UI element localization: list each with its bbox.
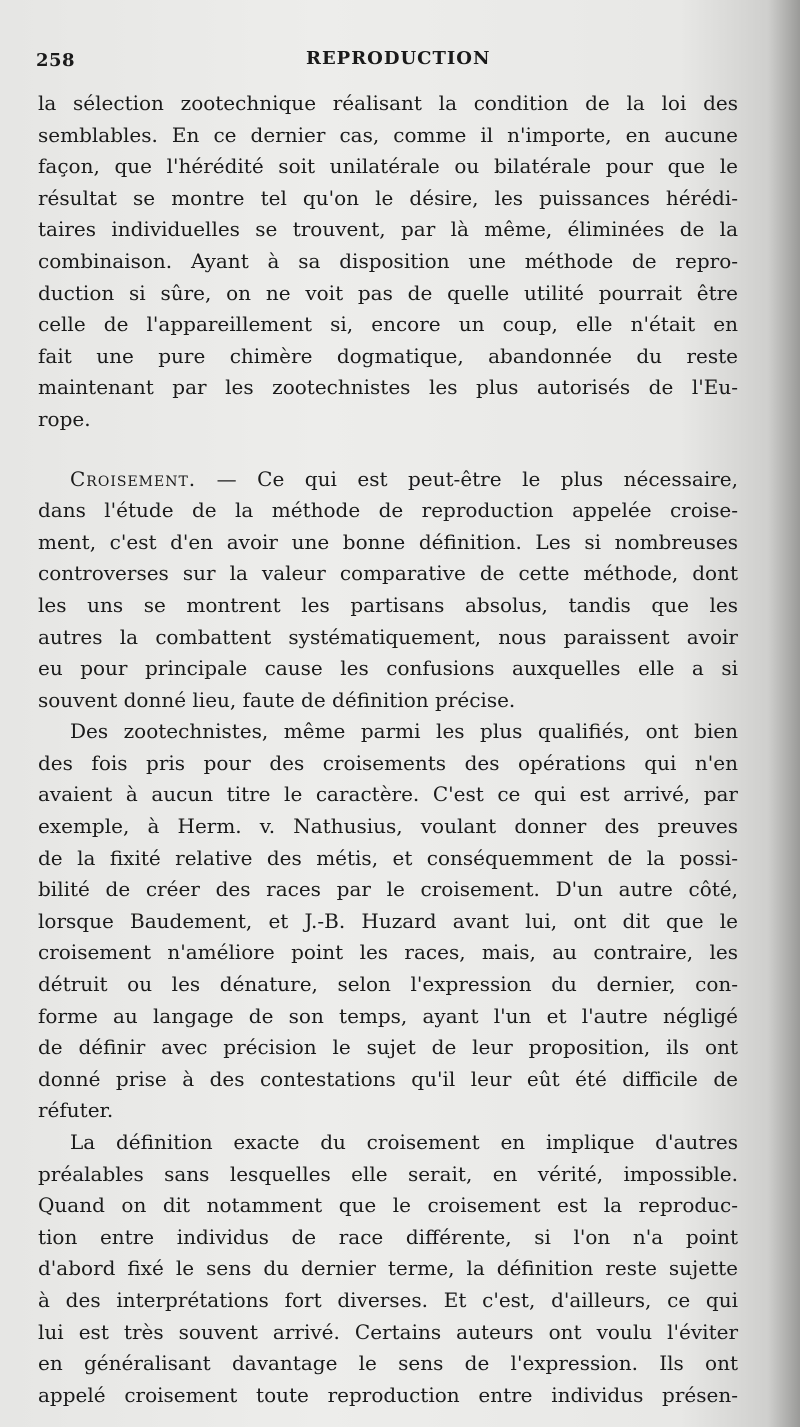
- text-line: combinaison. Ayant à sa disposition une méthode de repro-: [38, 248, 738, 273]
- text-line: lui est très souvent arrivé. Certains auteurs ont voulu l'éviter: [38, 1319, 738, 1344]
- text-line: celle de l'appareillement si, encore un coup, elle n'était en: [38, 312, 738, 337]
- section-gap: [38, 436, 738, 464]
- text-line: Quand on dit notamment que le croisement est la reproduc-: [38, 1193, 738, 1218]
- text-line: à des interprétations fort diverses. Et c'est, d'ailleurs, ce qui: [38, 1287, 738, 1312]
- text-line: réfuter.: [38, 1098, 114, 1123]
- text-line: en généralisant davantage le sens de l'expression. Ils ont: [38, 1351, 738, 1376]
- text-line: avaient à aucun titre le caractère. C'est ce qui est arrivé, par: [38, 782, 738, 807]
- text-line: controverses sur la valeur comparative de cette méthode, dont: [38, 561, 738, 586]
- text-line: donné prise à des contestations qu'il leur eût été difficile de: [38, 1066, 738, 1091]
- page-number: 258: [36, 50, 76, 71]
- paragraph-3: [38, 716, 738, 1127]
- text-line: détruit ou les dénature, selon l'expression du dernier, con-: [38, 972, 738, 997]
- paragraph-4: [38, 1127, 738, 1411]
- paragraph-2: [38, 464, 738, 717]
- text-line: de la fixité relative des métis, et conséquemment de la possi-: [38, 845, 738, 870]
- text-line: forme au langage de son temps, ayant l'un et l'autre négligé: [38, 1003, 738, 1028]
- text-line: souvent donné lieu, faute de définition précise.: [38, 687, 516, 712]
- text-line: des fois pris pour des croisements des opérations qui n'en: [38, 750, 738, 775]
- text-line: appelé croisement toute reproduction entre individus présen-: [38, 1382, 738, 1407]
- section-heading: Croisement.: [70, 466, 197, 491]
- text-line: semblables. En ce dernier cas, comme il n'importe, en aucune: [38, 122, 738, 147]
- text-line: maintenant par les zootechnistes les plus autorisés de l'Eu-: [38, 375, 738, 400]
- text-line: façon, que l'hérédité soit unilatérale ou bilatérale pour que le: [38, 154, 738, 179]
- text-line: ment, c'est d'en avoir une bonne définition. Les si nombreuses: [38, 529, 738, 554]
- text-line: les uns se montrent les partisans absolus, tandis que les: [38, 592, 738, 617]
- body-text: [38, 88, 738, 1411]
- text-line-rest: — Ce qui est peut-être le plus nécessaire,: [196, 466, 738, 491]
- text-line: bilité de créer des races par le croisement. D'un autre côté,: [38, 877, 738, 902]
- text-line: d'abord fixé le sens du dernier terme, la définition reste sujette: [38, 1256, 738, 1281]
- text-line: de définir avec précision le sujet de leur proposition, ils ont: [38, 1035, 738, 1060]
- text-line: dans l'étude de la méthode de reproduction appelée croise-: [38, 498, 738, 523]
- text-line: autres la combattent systématiquement, nous paraissent avoir: [38, 624, 738, 649]
- text-line: exemple, à Herm. v. Nathusius, voulant donner des preuves: [38, 814, 738, 839]
- text-line: taires individuelles se trouvent, par là même, éliminées de la: [38, 217, 738, 242]
- text-line: duction si sûre, on ne voit pas de quelle utilité pourrait être: [38, 280, 738, 305]
- text-line-with-heading: [38, 464, 738, 496]
- text-line: rope.: [38, 406, 91, 431]
- paragraph-1: [38, 88, 738, 436]
- text-line: fait une pure chimère dogmatique, abandonnée du reste: [38, 343, 738, 368]
- text-line: tion entre individus de race différente, si l'on n'a point: [38, 1224, 738, 1249]
- text-line: croisement n'améliore point les races, mais, au contraire, les: [38, 940, 738, 965]
- text-line: préalables sans lesquelles elle serait, en vérité, impossible.: [38, 1161, 738, 1186]
- text-line: résultat se montre tel qu'on le désire, les puissances hérédi-: [38, 185, 738, 210]
- text-line: La définition exacte du croisement en implique d'autres: [70, 1130, 738, 1154]
- text-line: la sélection zootechnique réalisant la condition de la loi des: [38, 91, 738, 115]
- text-line: lorsque Baudement, et J.-B. Huzard avant lui, ont dit que le: [38, 908, 738, 933]
- text-line: Des zootechnistes, même parmi les plus qualifiés, ont bien: [70, 719, 738, 744]
- running-title: REPRODUCTION: [306, 48, 491, 69]
- running-head: [36, 46, 736, 76]
- text-line: eu pour principale cause les confusions auxquelles elle a si: [38, 656, 738, 681]
